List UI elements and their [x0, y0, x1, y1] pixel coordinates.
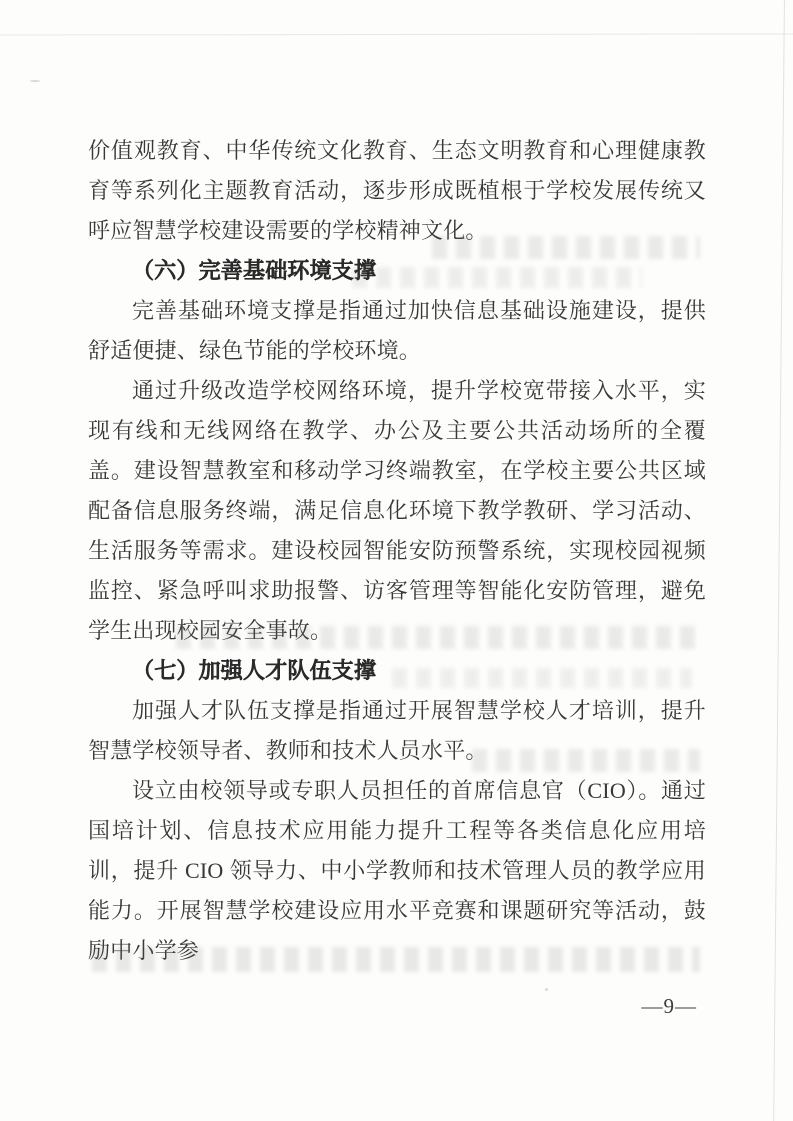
paragraph: 设立由校领导或专职人员担任的首席信息官（CIO）。通过国培计划、信息技术应用能力提升工程等各类信息化应用培训，提升 CIO 领导力、中小学教师和技术管理人员的教学应用能力。开展智慧学校建设应用水平竞赛和课题研究等活动，鼓励中小学参 [88, 778, 706, 963]
scan-speckle [30, 80, 40, 82]
paragraph: 完善基础环境支撑是指通过加快信息基础设施建设，提供舒适便捷、绿色节能的学校环境。 [88, 298, 706, 363]
scan-speckle [545, 988, 548, 991]
document-text [88, 131, 706, 971]
scan-edge-line-right [773, 0, 785, 1121]
section-heading: （七）加强人才队伍支撑 [132, 658, 377, 683]
paragraph: 价值观教育、中华传统文化教育、生态文明教育和心理健康教育等系列化主题教育活动，逐步形成既植根于学校发展传统又呼应智慧学校建设需要的学校精神文化。 [88, 138, 706, 243]
section-heading: （六）完善基础环境支撑 [132, 258, 377, 283]
paragraph: 加强人才队伍支撑是指通过开展智慧学校人才培训，提升智慧学校领导者、教师和技术人员水平。 [88, 698, 706, 763]
page-number: —9— [641, 994, 697, 1018]
scan-edge-line-top [0, 33, 793, 35]
paragraph: 通过升级改造学校网络环境，提升学校宽带接入水平，实现有线和无线网络在教学、办公及主要公共活动场所的全覆盖。建设智慧教室和移动学习终端教室，在学校主要公共区域配备信息服务终端，满足信息化环境下教学教研、学习活动、生活服务等需求。建设校园智能安防预警系统，实现校园视频监控、紧急呼叫求助报警、访客管理等智能化安防管理，避免学生出现校园安全事故。 [88, 378, 706, 643]
